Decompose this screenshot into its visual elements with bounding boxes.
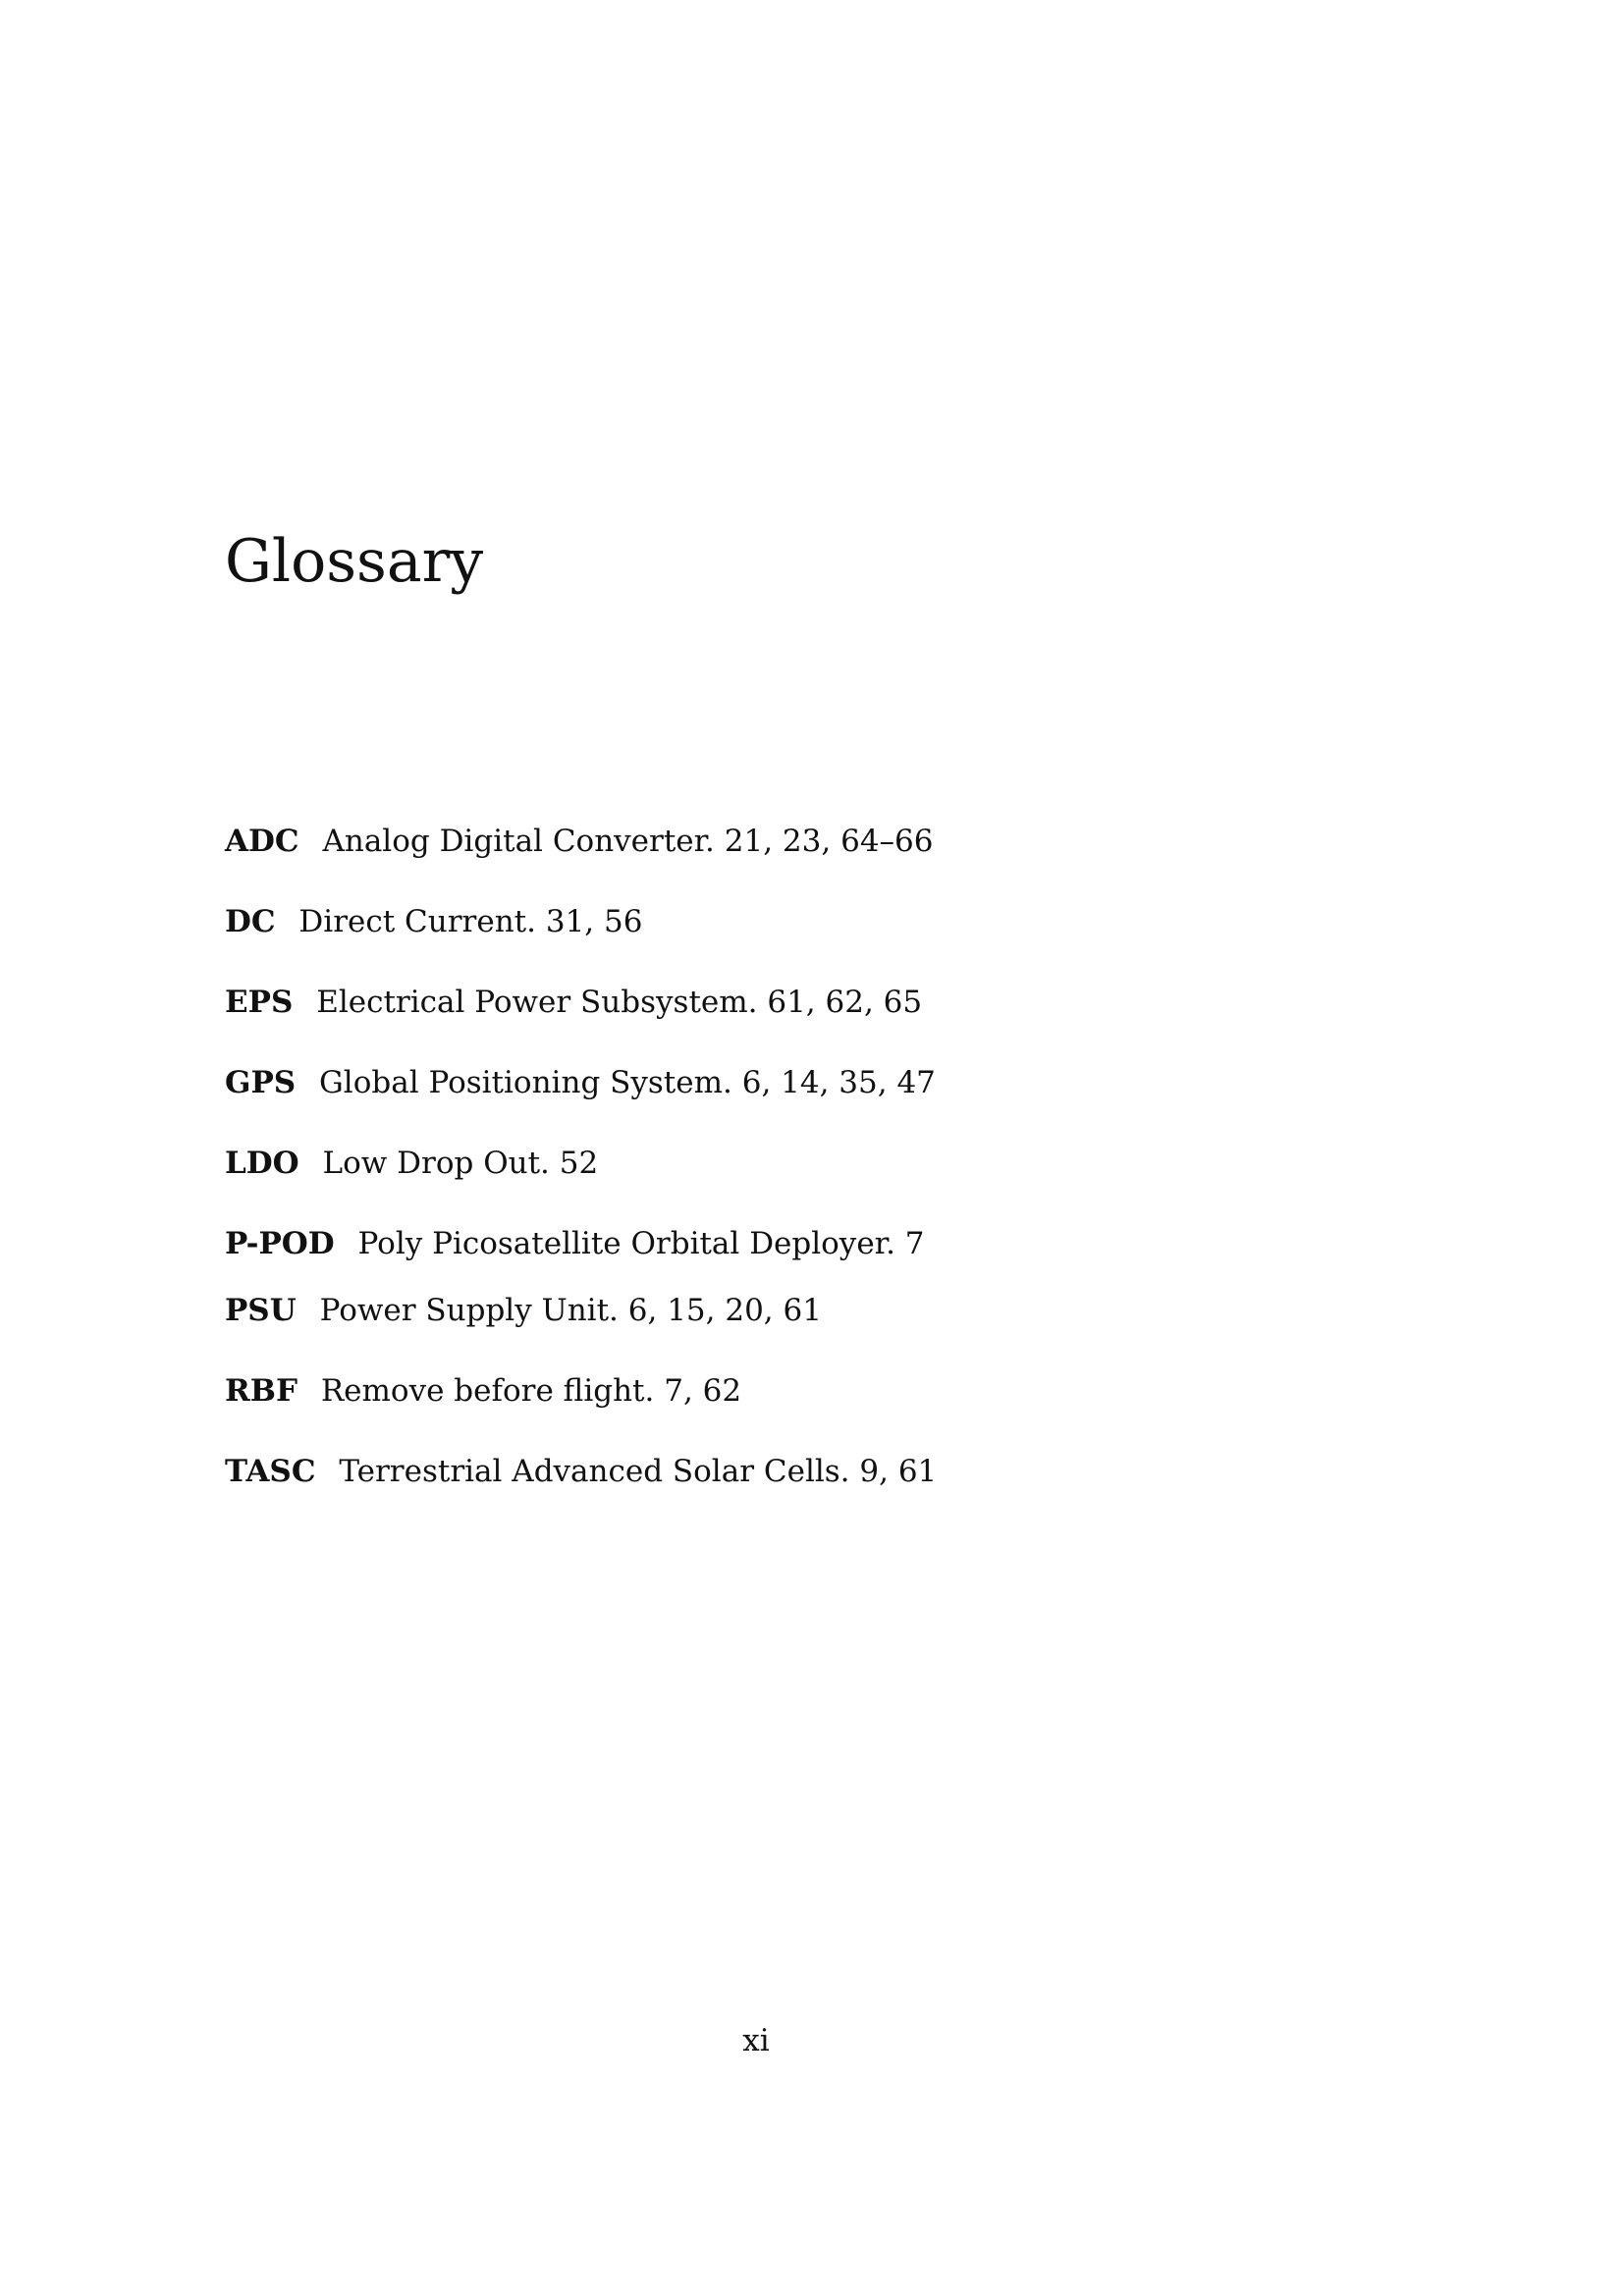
glossary-definition: Direct Current. (298, 904, 536, 939)
glossary-definition: Global Positioning System. (319, 1065, 732, 1100)
glossary-entry (225, 1454, 938, 1489)
glossary-entry (225, 1293, 822, 1328)
glossary-page-refs: 52 (559, 1146, 599, 1181)
glossary-page-refs: 31, 56 (545, 904, 643, 939)
glossary-page-refs: 9, 61 (859, 1454, 938, 1489)
glossary-definition: Electrical Power Subsystem. (316, 985, 758, 1020)
glossary-page-refs: 61, 62, 65 (767, 985, 923, 1020)
glossary-term: GPS (225, 1065, 297, 1100)
glossary-entry (225, 824, 934, 859)
glossary-definition: Terrestrial Advanced Solar Cells. (339, 1454, 850, 1489)
glossary-page-refs: 7 (904, 1226, 925, 1261)
glossary-term: RBF (225, 1373, 298, 1409)
glossary-entry (225, 985, 923, 1020)
page-title: Glossary (225, 527, 484, 596)
glossary-entry (225, 1065, 936, 1100)
glossary-definition: Analog Digital Converter. (322, 824, 715, 859)
glossary-page-refs: 6, 15, 20, 61 (627, 1293, 822, 1328)
glossary-entry (225, 1226, 925, 1261)
glossary-term: PSU (225, 1293, 297, 1328)
glossary-definition: Remove before flight. (320, 1373, 655, 1409)
glossary-definition: Poly Picosatellite Orbital Deployer. (357, 1226, 895, 1261)
glossary-term: ADC (225, 824, 299, 859)
glossary-page-refs: 7, 62 (664, 1373, 742, 1409)
glossary-term: DC (225, 904, 276, 939)
glossary-term: P-POD (225, 1226, 335, 1261)
page-number: xi (742, 2023, 770, 2058)
glossary-definition: Low Drop Out. (322, 1146, 550, 1181)
glossary-entry (225, 1373, 742, 1409)
glossary-term: EPS (225, 985, 294, 1020)
glossary-term: LDO (225, 1146, 299, 1181)
glossary-definition: Power Supply Unit. (319, 1293, 619, 1328)
glossary-entry (225, 904, 643, 939)
glossary-page-refs: 21, 23, 64–66 (724, 824, 934, 859)
glossary-entry (225, 1148, 598, 1179)
glossary-term: TASC (225, 1454, 316, 1489)
glossary-page-refs: 6, 14, 35, 47 (741, 1065, 936, 1100)
